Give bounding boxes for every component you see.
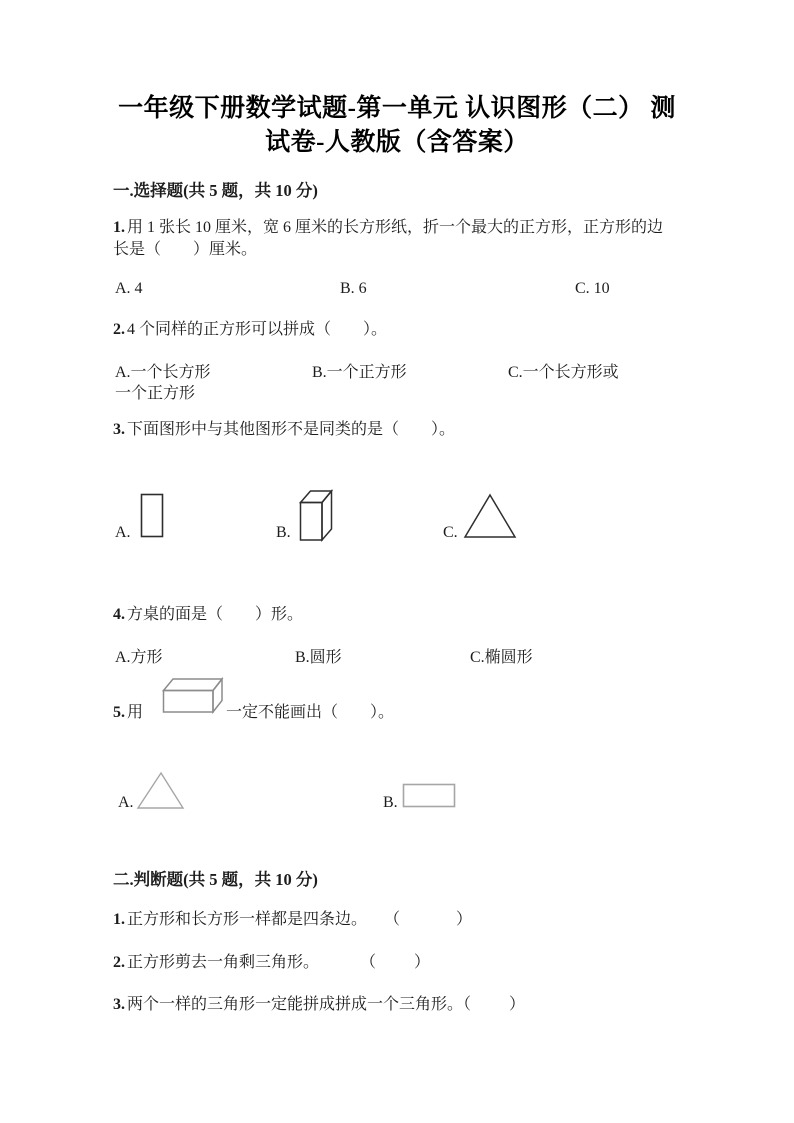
question-1-option-a: A. 4 [115,280,143,297]
tf-question-3-body: 两个一样的三角形一定能拼成拼成一个三角形。 [127,996,464,1013]
tf-question-1-answer-blank: （ ） [384,911,475,928]
question-3-label-b: B. [276,524,291,541]
document-title [57,92,737,160]
question-2-option-b: B.一个正方形 [312,364,407,381]
tf-question-3-answer-blank: （ ） [455,996,528,1013]
tf-question-2-answer-blank: （ ） [360,954,433,971]
question-5-pre-text: 用 [127,704,144,721]
question-4-number: 4. [113,606,125,623]
question-3-figure-labels [0,524,794,548]
question-4-option-a: A.方形 [115,649,163,666]
question-4-option-b: B.圆形 [295,649,342,666]
question-3-text: 下面图形中与其他图形不是同类的是（ ）。 [127,421,456,438]
question-1-text-line2: 长是（ ）厘米。 [113,240,258,258]
question-1-options [0,280,794,302]
cuboid-inline-figure [162,677,224,714]
question-3 [113,419,691,441]
question-1 [113,217,691,260]
question-2-option-c: C.一个长方形或 [508,364,619,381]
question-2-option-c-wrap-row [0,380,794,402]
question-1-option-b: B. 6 [340,280,367,297]
question-5-post-text: 一定不能画出（ ）。 [226,704,395,721]
title-line-1: 一年级下册数学试题-第一单元 认识图形（二） 测 [118,95,676,122]
question-2-text: 4 个同样的正方形可以拼成（ ）。 [127,321,388,338]
tf-question-2-body: 正方形剪去一角剩三角形。 [127,954,320,971]
triangle-option-figure [136,771,185,810]
tf-question-2-text [113,949,319,972]
question-2-option-c-wrap: 一个正方形 [115,385,196,402]
tf-question-2 [0,949,794,971]
question-5 [0,699,794,723]
triangle-figure [463,493,517,539]
question-3-label-c: C. [443,524,458,541]
question-3-number: 3. [113,421,125,438]
tf-question-1 [0,906,794,928]
question-2-number: 2. [113,321,125,338]
section2-header: 二.判断题(共 5 题，共 10 分) [113,870,318,889]
section1-header: 一.选择题(共 5 题，共 10 分) [113,181,318,200]
rectangle-figure [140,493,165,539]
tf-question-3 [0,991,794,1013]
question-4-option-c: C.椭圆形 [470,649,533,666]
question-2 [113,319,691,341]
question-1-number: 1. [113,219,125,236]
question-2-options [0,359,794,381]
question-2-option-a: A.一个长方形 [115,364,211,381]
rectangle-option-figure [402,783,456,809]
tf-question-1-text [113,906,367,929]
question-4 [113,604,691,626]
cuboid-figure [299,489,334,542]
question-1-option-c: C. 10 [575,280,610,297]
tf-question-3-text [113,991,463,1014]
question-4-options [0,644,794,666]
tf-question-1-body: 正方形和长方形一样都是四条边。 [127,911,368,928]
question-5-number: 5. [113,704,125,721]
title-line-2: 试卷-人教版（含答案） [265,129,529,156]
question-5-figure-labels [0,794,794,818]
tf-question-3-number: 3. [113,996,125,1013]
question-1-text-line1: 用 1 张长 10 厘米，宽 6 厘米的长方形纸，折一个最大的正方形，正方形的边 [127,219,664,236]
tf-question-2-number: 2. [113,954,125,971]
question-4-text: 方桌的面是（ ）形。 [127,606,304,623]
question-5-label-b: B. [383,794,398,811]
question-5-prefix [113,699,143,722]
tf-question-1-number: 1. [113,911,125,928]
question-5-label-a: A. [118,794,134,811]
question-3-label-a: A. [115,524,131,541]
